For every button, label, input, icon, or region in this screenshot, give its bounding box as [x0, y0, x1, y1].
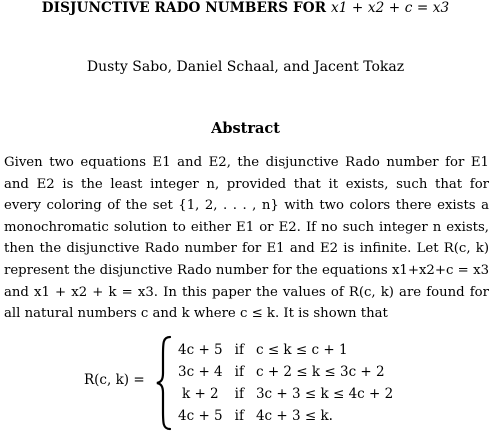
case-row: [178, 339, 393, 361]
formula-lhs: R(c, k) =: [84, 372, 145, 388]
abstract-line: Given two equations E1 and E2, the disjunctive Rado number for E1: [4, 155, 489, 170]
abstract-body: [4, 152, 489, 325]
paper-title: [0, 0, 491, 16]
abstract-line: all natural numbers c and k where c ≤ k. It is shown that: [4, 306, 388, 322]
case-if: if: [234, 342, 244, 358]
title-equation: x1 + x2 + c = x3: [331, 0, 450, 16]
left-brace: [155, 335, 173, 431]
piecewise-formula: [84, 335, 484, 431]
case-condition: 3c + 3 ≤ k ≤ 4c + 2: [255, 386, 394, 402]
abstract-heading: Abstract: [211, 120, 280, 137]
author-list: Dusty Sabo, Daniel Schaal, and Jacent Tokaz: [86, 59, 405, 75]
abstract-line: represent the disjunctive Rado number for the equations x1+x2+c = x3: [4, 262, 489, 278]
abstract-line: then the disjunctive Rado number for E1 and E2 is infinite. Let R(c, k): [4, 241, 489, 257]
case-row: [178, 405, 393, 427]
case-value: 4c + 5: [178, 342, 223, 358]
abstract-line: and x1 + x2 + k = x3. In this paper the values of R(c, k) are found for: [4, 284, 489, 300]
case-value: 3c + 4: [178, 364, 223, 380]
abstract-line: every coloring of the set {1, 2, . . . , n} with two colors there exists a: [4, 198, 489, 214]
case-row: [178, 361, 393, 383]
abstract-line: monochromatic solution to either E1 or E2. If no such integer n exists,: [4, 219, 489, 235]
case-row: [178, 383, 393, 405]
case-if: if: [234, 364, 244, 380]
case-if: if: [234, 408, 244, 424]
case-if: if: [234, 386, 244, 402]
formula-cases: [178, 339, 393, 427]
abstract-line: and E2 is the least integer n, provided that it exists, such that for: [4, 176, 489, 192]
case-condition: c ≤ k ≤ c + 1: [255, 342, 348, 358]
case-value: k + 2: [181, 386, 219, 402]
case-condition: 4c + 3 ≤ k.: [255, 408, 333, 424]
case-value: 4c + 5: [178, 408, 223, 424]
case-condition: c + 2 ≤ k ≤ 3c + 2: [255, 364, 385, 380]
title-text: DISJUNCTIVE RADO NUMBERS FOR: [41, 0, 327, 16]
